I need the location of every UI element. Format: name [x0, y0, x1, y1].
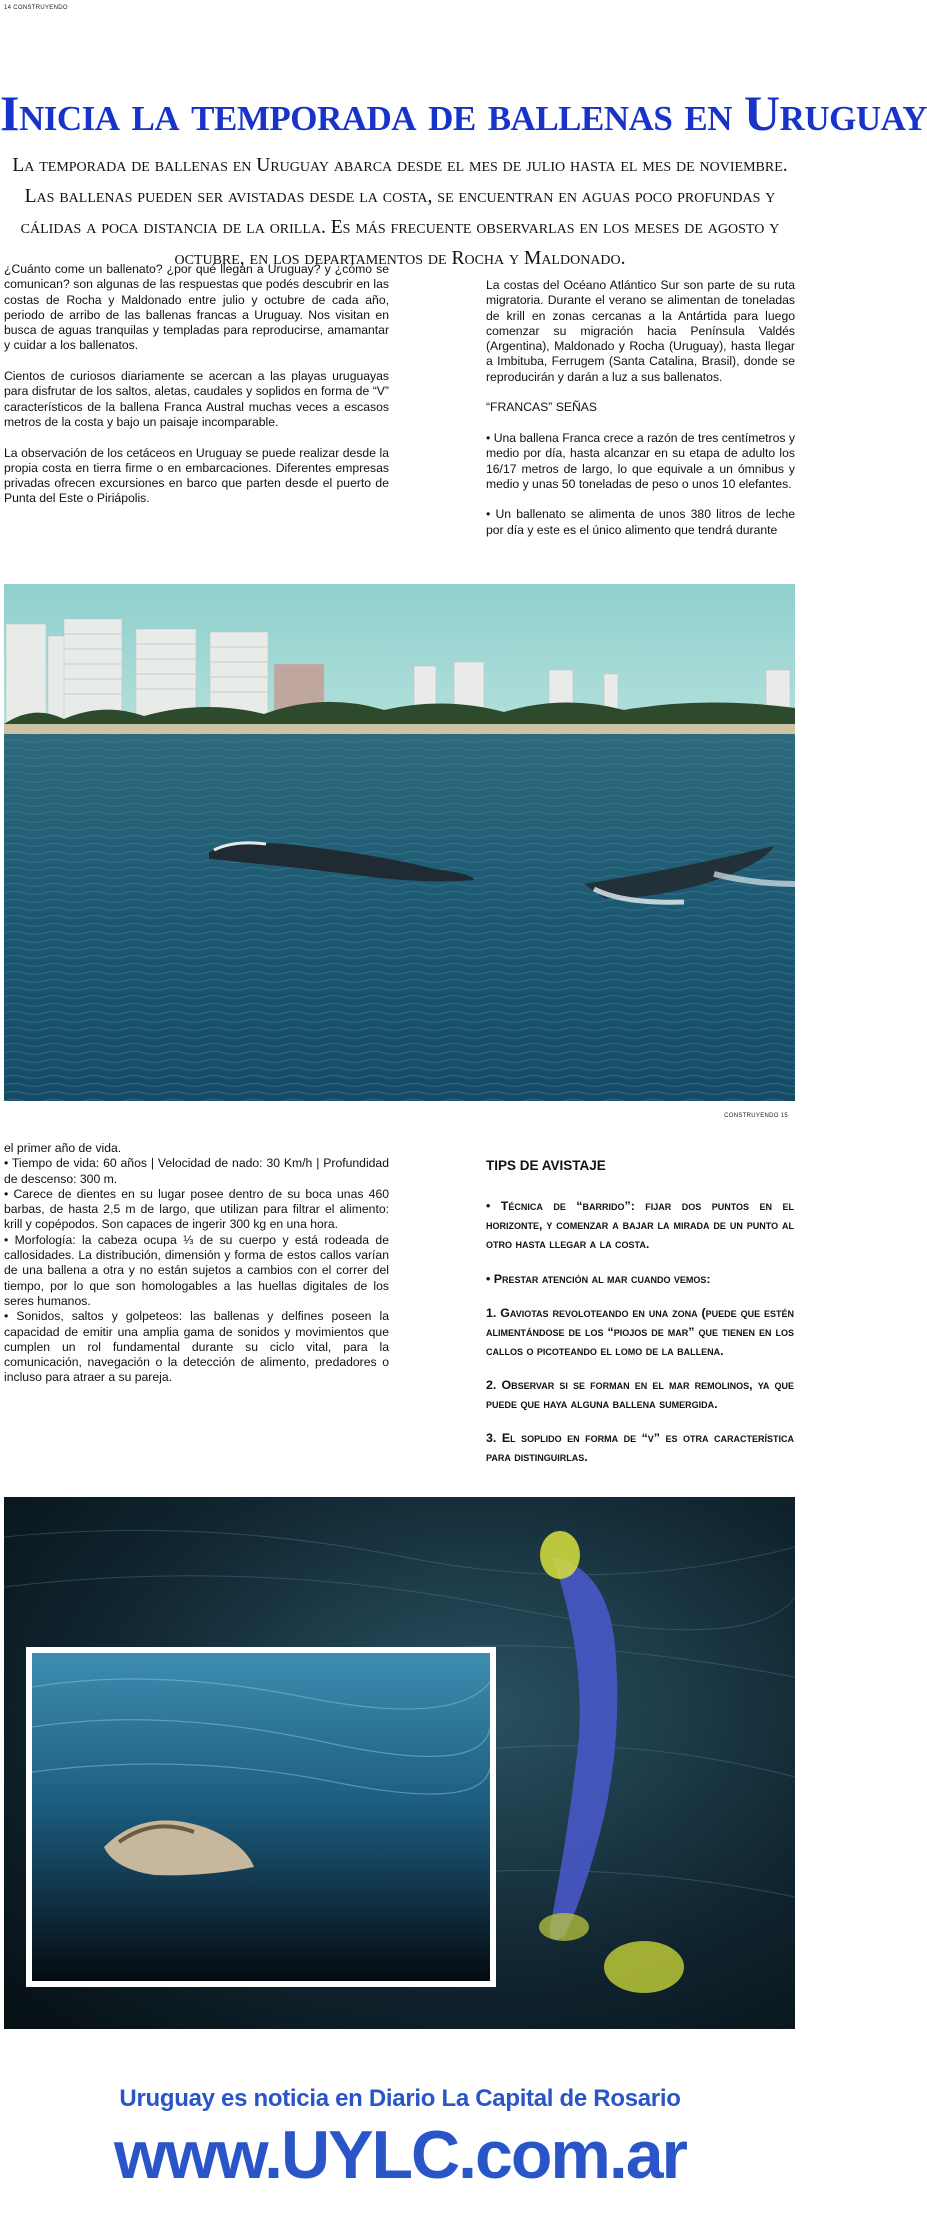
tip-item: 2. Observar si se forman en el mar remolinos, ya que puede que haya alguna ballena sumergida. — [486, 1378, 794, 1412]
tips-box — [486, 1158, 794, 1483]
tips-title: TIPS DE AVISTAJE — [486, 1158, 606, 1173]
paragraph: La costas del Océano Atlántico Sur son parte de su ruta migratoria. Durante el verano se alimentan de toneladas de krill en zonas cercanas a la Antártida para luego comenzar su migración hacia Península Valdés (Argentina), Maldonado y Rocha (Uruguay), hasta llegar a Imbituba, Ferrugem (Santa Catalina, Brasil), donde se reproducirán y darán a luz a sus ballenatos. — [486, 278, 795, 384]
page-folio-top: 14 CONSTRUYENDO — [4, 5, 68, 11]
tip-item: 1. Gaviotas revoloteando en una zona (puede que estén alimentándose de los “piojos de mar” que tienen en los callos o picoteando el lomo de la ballena. — [486, 1305, 794, 1358]
ad-tagline: Uruguay es noticia en Diario La Capital de Rosario — [119, 2085, 681, 2112]
paragraph: • Tiempo de vida: 60 años | Velocidad de nado: 30 Km/h | Profundidad de descenso: 300 m. — [4, 1156, 389, 1186]
paragraph: • Morfología: la cabeza ocupa ⅓ de su cuerpo y está rodeada de callosidades. La distribución, dimensión y forma de estos callos varían de una ballena a otra y no están sujetos a cambios con el correr del tiempo, por lo que son homologables a las huellas digitales de los seres humanos. — [4, 1232, 389, 1308]
article-column-2 — [486, 278, 795, 553]
article-column-3 — [4, 1141, 389, 1386]
tip-item: 3. El soplido en forma de “v” es otra característica para distinguirlas. — [486, 1431, 794, 1465]
paragraph: • Una ballena Franca crece a razón de tres centímetros y medio por día, hasta alcanzar en su etapa de adulto los 16/17 metros de largo, lo que equivale a un ómnibus y medio y unas 50 toneladas de peso o unos 10 elefantes. — [486, 430, 795, 491]
paragraph: • Carece de dientes en su lugar posee dentro de su boca unas 460 barbas, de hasta 2,5 m de largo, que utilizan para filtrar el alimento: krill y copépodos. Son capaces de ingerir 300 kg en una hora. — [4, 1186, 389, 1232]
paragraph: • Sonidos, saltos y golpeteos: las ballenas y delfines poseen la capacidad de emitir una amplia gama de sonidos y movimientos que cumplen un rol fundamental durante su ciclo vital, para la comunicación, navegación o la detección de alimento, predadores o incluso para atraer a su pareja. — [4, 1309, 389, 1385]
paragraph: La observación de los cetáceos en Uruguay se puede realizar desde la propia costa en tierra firme o en embarcaciones. Diferentes empresas privadas ofrecen excursiones en barco que parten desde el puerto de Punta del Este o Piriápolis. — [4, 445, 389, 506]
article-headline: Inicia la temporada de ballenas en Uruguay — [0, 85, 927, 141]
ad-url[interactable]: www.UYLC.com.ar — [113, 2117, 687, 2193]
article-lead: La temporada de ballenas en Uruguay abarca desde el mes de julio hasta el mes de noviembre. Las ballenas pueden ser avistadas desde la costa, se encuentran en aguas poco profundas y cálidas a poca distancia de la orilla. Es más frecuente observarlas en los meses de agosto y octubre, en los departamentos de Rocha y Maldonado. — [12, 155, 788, 269]
tip-item: • Técnica de “barrido”: fijar dos puntos en el horizonte, y comenzar a bajar la mirada de un punto al otro hasta llegar a la costa. — [486, 1199, 794, 1252]
paragraph: Cientos de curiosos diariamente se acercan a las playas uruguayas para disfrutar de los saltos, aletas, caudales y soplidos en forma de “V” característicos de la ballena Franca Austral muchas veces a escasos metros de la costa y bajo un paisaje incomparable. — [4, 369, 389, 429]
photo-whale-underwater-image — [4, 1497, 795, 2029]
tip-item: • Prestar atención al mar cuando vemos: — [486, 1271, 711, 1286]
subheading: “FRANCAS” SEÑAS — [486, 400, 598, 415]
page-folio-mid: CONSTRUYENDO 15 — [724, 1113, 788, 1119]
paragraph: el primer año de vida. — [4, 1141, 122, 1155]
photo-whale-near-coast — [4, 584, 795, 1101]
paragraph: ¿Cuánto come un ballenato? ¿por qué llegan a Uruguay? y ¿cómo se comunican? son algunas de las respuestas que podés descubrir en las costas de Rocha y Maldonado entre julio y octubre de cada año, periodo de arribo de las ballenas francas a Uruguay. Nos visitan en busca de aguas tranquilas y templadas para reproducirse, amamantar y cuidar a los ballenatos. — [4, 262, 389, 353]
article-column-1 — [4, 262, 389, 522]
photo-whale-underwater — [4, 1497, 795, 2029]
paragraph: • Un ballenato se alimenta de unos 380 litros de leche por día y este es el único alimento que tendrá durante — [486, 507, 795, 537]
photo-whale-near-coast-image — [4, 584, 795, 1101]
